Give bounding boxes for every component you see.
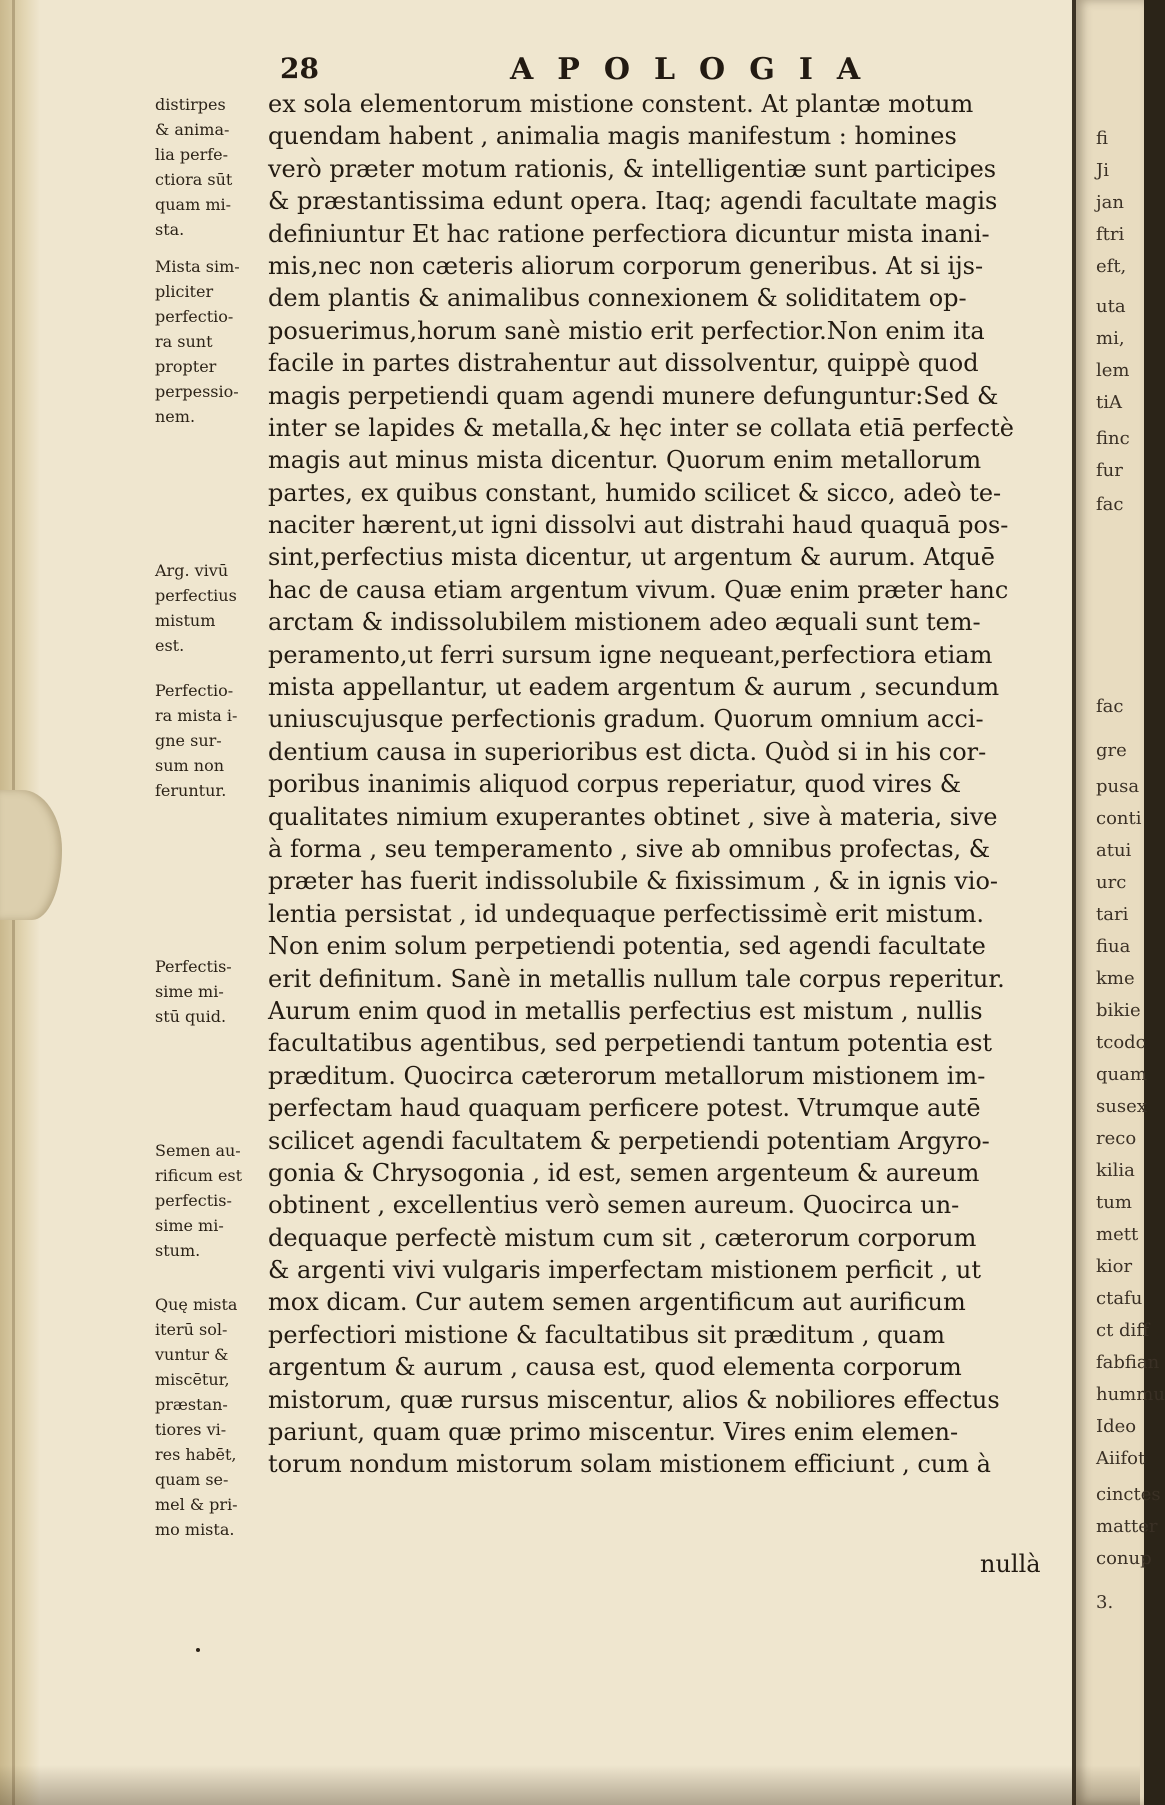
paper-tear [0, 790, 62, 920]
text-line: torum nondum mistorum solam mistionem efficiunt , cum à [268, 1450, 991, 1479]
margin-note-line: vuntur & [155, 1345, 229, 1364]
margin-note-line: mel & pri- [155, 1495, 238, 1514]
text-line: hac de causa etiam argentum vivum. Quæ enim præter hanc [268, 575, 1009, 604]
text-line: verò præter motum rationis, & intelligentiæ sunt participes [268, 154, 997, 183]
margin-note-line: & anima- [155, 120, 230, 139]
facing-page-fragment: ctafu [1096, 1288, 1143, 1309]
text-line: Non enim solum perpetiendi potentia, sed agendi facultate [268, 932, 986, 961]
facing-page-fragment: ct diff [1096, 1320, 1150, 1341]
margin-note-line: pliciter [155, 282, 214, 301]
text-line: pariunt, quam quæ primo miscentur. Vires enim elemen- [268, 1418, 959, 1447]
margin-note-line: perfectius [155, 586, 237, 605]
facing-page-fragment: finc [1096, 428, 1130, 449]
margin-note-line: feruntur. [155, 781, 227, 800]
facing-page-fragment: kior [1096, 1256, 1133, 1277]
facing-page-fragment: bikie [1096, 1000, 1141, 1021]
margin-note-line: tiores vi- [155, 1420, 227, 1439]
margin-note-line: ra mista i- [155, 706, 238, 725]
facing-page-fragment: jan [1096, 192, 1124, 213]
text-line: dequaque perfectè mistum cum sit , cæterorum corporum [268, 1223, 977, 1252]
text-line: perfectam haud quaquam perficere potest. Vtrumque autē [268, 1094, 981, 1123]
facing-page-fragment: tiA [1096, 392, 1122, 413]
margin-note [155, 678, 270, 803]
margin-note-line: distirpes [155, 95, 226, 114]
ink-dot [196, 1648, 200, 1652]
text-line: scilicet agendi facultatem & perpetiendi potentiam Argyro- [268, 1126, 990, 1155]
margin-note-line: perfectis- [155, 1191, 232, 1210]
facing-page-fragment: 3. [1096, 1592, 1114, 1613]
text-line: præter has fuerit indissolubile & fixissimum , & in ignis vio- [268, 867, 998, 896]
margin-note-line: rificum est [155, 1166, 243, 1185]
text-line: posuerimus,horum sanè mistio erit perfectior.Non enim ita [268, 316, 985, 345]
facing-page-fragment: ftri [1096, 224, 1125, 245]
text-line: sint,perfectius mista dicentur, ut argentum & aurum. Atquē [268, 543, 995, 572]
text-line: mistorum, quæ rursus miscentur, alios & nobiliores effectus [268, 1385, 1000, 1414]
text-line: facile in partes distrahentur aut dissolventur, quippè quod [268, 349, 979, 378]
margin-note-line: lia perfe- [155, 145, 229, 164]
facing-page-fragment: lem [1096, 360, 1130, 381]
text-line: argentum & aurum , causa est, quod elementa corporum [268, 1353, 962, 1382]
margin-note-line: Perfectis- [155, 957, 232, 976]
text-line: præditum. Quocirca cæterorum metallorum mistionem im- [268, 1061, 986, 1090]
facing-page-fragment: pusa [1096, 776, 1140, 797]
facing-page-fragment: cinctes [1096, 1484, 1161, 1505]
margin-note-line: Semen au- [155, 1141, 241, 1160]
facing-page-fragment: tum [1096, 1192, 1132, 1213]
facing-page-fragment: hummu [1096, 1384, 1165, 1405]
text-line: à forma , seu temperamento , sive ab omnibus profectas, & [268, 834, 991, 863]
facing-page-fragment: Aiifot [1096, 1448, 1146, 1469]
margin-note-line: gne sur- [155, 731, 222, 750]
margin-note-line: mo mista. [155, 1520, 235, 1539]
text-line: mis,nec non cæteris aliorum corporum generibus. At si ijs- [268, 251, 984, 280]
facing-page-fragment: kme [1096, 968, 1135, 989]
facing-page-fragment: urc [1096, 872, 1127, 893]
text-line: quendam habent , animalia magis manifestum : homines [268, 122, 957, 151]
margin-note [155, 1292, 270, 1542]
facing-page-fragment: eft, [1096, 256, 1127, 277]
text-line: poribus inanimis aliquod corpus reperiatur, quod vires & [268, 770, 962, 799]
text-line: perfectiori mistione & facultatibus sit præditum , quam [268, 1320, 946, 1349]
margin-note-line: sime mi- [155, 1216, 224, 1235]
margin-note-line: iterū sol- [155, 1320, 228, 1339]
facing-page-fragment: matter [1096, 1516, 1158, 1537]
facing-page-fragment: fac [1096, 494, 1124, 515]
margin-note-line: stum. [155, 1241, 201, 1260]
facing-page-fragment: conup [1096, 1548, 1152, 1569]
margin-note [155, 92, 270, 242]
facing-page-fragment: uta [1096, 296, 1126, 317]
text-line: dentium causa in superioribus est dicta. Quòd si in his cor- [268, 737, 987, 766]
margin-note [155, 558, 270, 658]
margin-note-line: sta. [155, 220, 185, 239]
margin-note-line: nem. [155, 407, 196, 426]
page-shadow [0, 1765, 1140, 1805]
facing-page-fragment: Ji [1096, 160, 1109, 181]
text-line: arctam & indissolubilem mistionem adeo æquali sunt tem- [268, 608, 981, 637]
margin-note-line: propter [155, 357, 217, 376]
margin-note [155, 954, 270, 1029]
facing-page-fragment: reco [1096, 1128, 1137, 1149]
margin-note-line: stū quid. [155, 1007, 227, 1026]
facing-page-fragment: mett [1096, 1224, 1139, 1245]
facing-page-fragment: gre [1096, 740, 1127, 761]
margin-note-line: perfectio- [155, 307, 234, 326]
text-line: magis aut minus mista dicentur. Quorum enim metallorum [268, 446, 982, 475]
margin-note-line: miscētur, [155, 1370, 230, 1389]
catchword: nullà [980, 1550, 1041, 1578]
text-line: gonia & Chrysogonia , id est, semen argenteum & aureum [268, 1158, 980, 1187]
facing-page-fragment: fi [1096, 128, 1109, 149]
text-line: & præstantissima edunt opera. Itaq; agendi facultate magis [268, 187, 998, 216]
text-line: partes, ex quibus constant, humido scilicet & sicco, adeò te- [268, 478, 1002, 507]
text-line: mista appellantur, ut eadem argentum & aurum , secundum [268, 673, 1000, 702]
facing-page-edge [1072, 0, 1165, 1805]
text-line: & argenti vivi vulgaris imperfectam mistionem perficit , ut [268, 1256, 982, 1285]
running-title: APOLOGIA [510, 52, 885, 87]
text-line: lentia persistat , id undequaque perfectissimè erit mistum. [268, 899, 985, 928]
facing-page-fragment: tcodc [1096, 1032, 1146, 1053]
margin-note-line: Arg. vivū [155, 561, 229, 580]
margin-note-line: res habēt, [155, 1445, 237, 1464]
text-line: definiuntur Et hac ratione perfectiora dicuntur mista inani- [268, 219, 990, 248]
text-line: ex sola elementorum mistione constent. At plantæ motum [268, 90, 974, 118]
text-line: qualitates nimium exuperantes obtinet , sive à materia, sive [268, 802, 998, 831]
margin-note-line: Perfectio- [155, 681, 234, 700]
facing-page-fragment: fabfian [1096, 1352, 1160, 1373]
text-line: mox dicam. Cur autem semen argentificum aut aurificum [268, 1288, 966, 1317]
margin-note-line: Quę mista [155, 1295, 238, 1314]
facing-page-fragment: fiua [1096, 936, 1131, 957]
text-line: obtinent , excellentius verò semen aureum. Quocirca un- [268, 1191, 960, 1220]
facing-page-fragment: fur [1096, 460, 1123, 481]
facing-page-fragment: Ideo [1096, 1416, 1137, 1437]
facing-page-fragment: quam [1096, 1064, 1147, 1085]
text-line: peramento,ut ferri sursum igne nequeant,perfectiora etiam [268, 640, 993, 669]
margin-note [155, 1138, 270, 1263]
margin-note-line: mistum [155, 611, 216, 630]
margin-note-line: quam se- [155, 1470, 229, 1489]
facing-page-fragment: mi, [1096, 328, 1125, 349]
text-line: magis perpetiendi quam agendi munere defunguntur:Sed & [268, 381, 999, 410]
margin-note-line: præstan- [155, 1395, 228, 1414]
margin-note-line: ctiora sūt [155, 170, 233, 189]
text-line: dem plantis & animalibus connexionem & soliditatem op- [268, 284, 967, 313]
text-line: Aurum enim quod in metallis perfectius est mistum , nullis [268, 996, 983, 1025]
margin-note [155, 254, 270, 429]
facing-page-fragment: conti [1096, 808, 1142, 829]
facing-page-fragment: susex [1096, 1096, 1147, 1117]
margin-note-line: ra sunt [155, 332, 213, 351]
margin-note-line: perpessio- [155, 382, 239, 401]
margin-note-line: est. [155, 636, 185, 655]
text-line: naciter hærent,ut igni dissolvi aut distrahi haud quaquā pos- [268, 511, 1009, 540]
text-line: facultatibus agentibus, sed perpetiendi tantum potentia est [268, 1029, 993, 1058]
facing-page-fragment: kilia [1096, 1160, 1135, 1181]
body-text [268, 88, 1068, 1481]
text-line: uniuscujusque perfectionis gradum. Quorum omnium acci- [268, 705, 984, 734]
facing-page-fragment: tari [1096, 904, 1129, 925]
page-number: 28 [280, 52, 319, 85]
text-line: erit definitum. Sanè in metallis nullum tale corpus reperitur. [268, 964, 1005, 993]
facing-page-fragment: fac [1096, 696, 1124, 717]
margin-note-line: sime mi- [155, 982, 224, 1001]
facing-page-fragment: atui [1096, 840, 1132, 861]
margin-note-line: sum non [155, 756, 225, 775]
margin-note-line: quam mi- [155, 195, 232, 214]
margin-note-line: Mista sim- [155, 257, 240, 276]
text-line: inter se lapides & metalla,& hęc inter se collata etiā perfectè [268, 413, 1014, 442]
